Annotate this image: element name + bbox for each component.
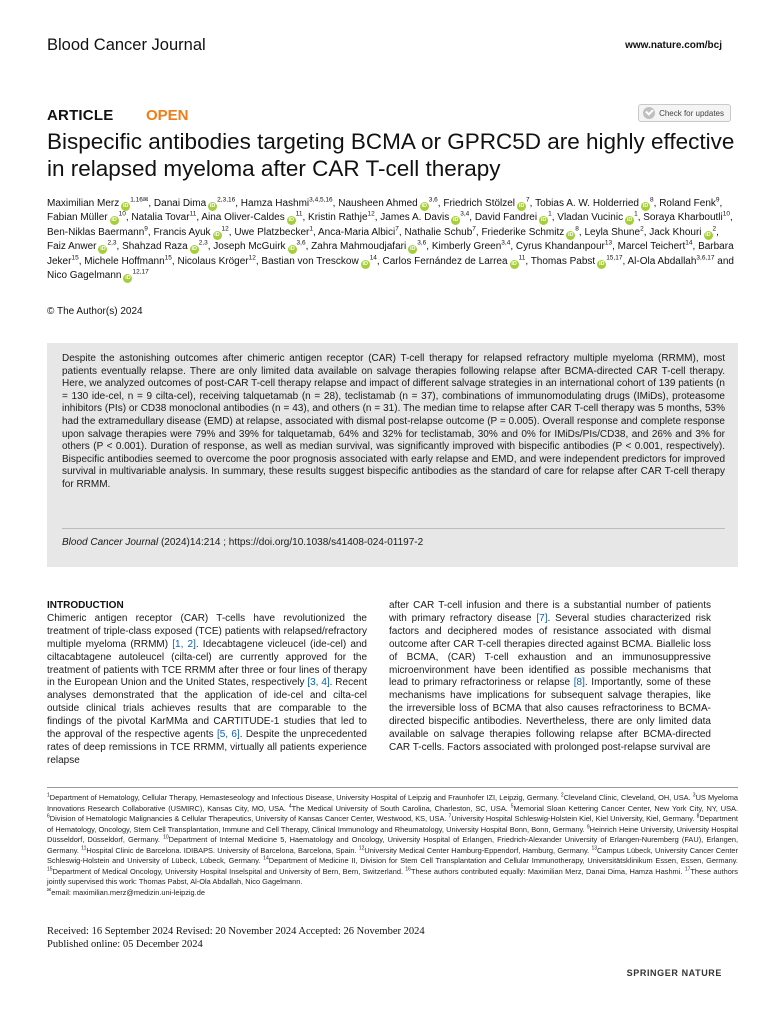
affiliation-number: 16 [405,866,411,873]
author-name[interactable]: Ben-Niklas Baermann [47,226,145,238]
author-affiliation-marker: 2,3 [198,240,208,248]
affiliation-text: These authors jointly supervised this work: Thomas Pabst, Al-Ola Abdallah, Nico Gagelmann. [47,866,738,886]
author-affiliation-marker: 11 [295,211,303,219]
abstract-box [47,343,738,567]
author-affiliation-marker: 3,6 [417,240,427,248]
published-online-date: Published online: 05 December 2024 [47,939,203,950]
affiliation-number: 2 [560,792,564,799]
corresponding-email[interactable]: email: maximilian.merz@medizin.uni-leipzig.de [51,887,205,897]
affiliation-text: Department of Hematology, Cellular Therapy, Hemasteseology and Infectious Disease, University Hospital of Leipzig and Fraunhofer IZI, Leipzig, Germany. [49,793,561,802]
author-name[interactable]: Anca-Maria Albici [317,226,396,238]
author-name[interactable]: Joseph McGuirk [213,241,286,253]
author-name[interactable]: Vladan Vucinic [557,212,624,224]
author-affiliation-marker: 9 [715,196,720,204]
author-affiliation-marker: 10 [722,211,730,219]
affiliation-number: 8 [696,813,700,820]
orcid-icon[interactable]: iD [191,246,197,253]
affiliation-text: Hospital Clinic de Barcelona. IDIBAPS. University of Barcelona, Barcelona, Spain. [86,845,359,855]
author-name[interactable]: Barbara Jeker [47,241,734,267]
author-name[interactable]: Uwe Platzbecker [234,226,310,238]
author-affiliation-marker: 12,17 [132,268,149,276]
body-text: . Importantly, some of these mechanisms have implications for subsequent salvage therapies, like the irreversible loss of BCMA that also causes refractoriness to BCMA-directed bispecific antibodies. Nevertheless, there are only limited data available on salvage therapies following relapse after BCMA-directed CAR T-cells. Factors associated with prolonged post-relapse survival are [389,677,711,753]
orcid-icon[interactable]: iD [540,217,547,224]
journal-url-link[interactable]: www.nature.com/bcj [625,40,722,51]
author-affiliation-marker: 1 [309,225,313,233]
affiliation-text: Department of Medical Oncology, University Hospital Inselspital and University of Bern, Bern, Switzerland. [52,866,406,876]
author-name[interactable]: Bastian von Tresckow [261,255,359,267]
open-access-label: OPEN [146,107,189,124]
affiliation-text: University Medical Center Hamburg-Eppendorf, Hamburg, Germany. [364,845,592,855]
author-name[interactable]: Al-Ola Abdallah [627,255,697,267]
author-affiliation-marker: 3,4,5,16 [309,196,333,204]
affiliation-text: Department of Hematology, Oncology, Stem Cell Transplantation, Immune and Cell Therapy, Clinical Immunology and Rheumatology, University Hospital Bonn, Bonn, Germany. [47,814,738,834]
orcid-icon[interactable]: iD [598,260,605,267]
orcid-icon[interactable]: iD [100,246,106,253]
affiliation-text: These authors contributed equally: Maximilian Merz, Danai Dima, Hamza Hashmi. [410,866,685,876]
author-affiliation-marker: 1 [548,211,552,219]
affiliation-text: Division of Hematologic Malignancies & Cellular Therapeutics, University of Kansas Cancer Center, Westwood, KS, USA. [49,814,449,823]
author-name[interactable]: Francis Ayuk [153,226,211,238]
author-affiliation-marker: 2,3 [107,240,117,248]
author-affiliation-marker: 14 [369,254,377,262]
orcid-icon[interactable]: iD [122,203,129,209]
affiliation-number: 7 [448,813,452,820]
author-name[interactable]: Natalia Tovar [131,212,190,224]
author-affiliation-marker: 15,17 [606,254,623,262]
affiliation-number: 14 [263,855,269,862]
author-name[interactable]: Friedrich Stölzel [443,198,516,209]
orcid-icon[interactable]: iD [125,275,131,282]
affiliation-number: 11 [81,845,87,852]
author-affiliation-marker: 2,3,16 [217,196,236,204]
affiliation-number: 5 [510,803,514,810]
affiliation-number: 1 [47,792,50,799]
abstract-divider [62,528,725,529]
author-affiliation-marker: 12 [367,211,375,219]
author-name[interactable]: Soraya Kharboutli [643,212,723,224]
author-affiliation-marker: 10 [118,211,126,219]
body-column-right [389,600,711,755]
check-for-updates-button[interactable] [638,104,731,122]
author-name[interactable]: Hamza Hashmi [240,198,310,209]
affiliation-number: ✉ [47,887,52,894]
abstract-text: Despite the astonishing outcomes after chimeric antigen receptor (CAR) T-cell therapy for relapsed refractory multiple myeloma (RRMM), most patients eventually relapse. There are only limited data available on salvage therapies following relapse after BCMA-directed CAR T-cell therapy. Here, we analyzed outcomes of post-CAR T-cell therapy relapse and impact of different salvage strategies in an international cohort of 139 patients (n = 130 ide-cel, n = 9 cilta-cel), receiving talquetamab (n = 28), teclistamab (n = 37), combinations of immunomodulating drugs (IMiDs), proteasome inhibitors (PIs) or CD38 monoclonal antibodies (n = 43), and others (n = 31). The median time to relapse after CAR T-cell therapy was 5 months, 53% had the extramedullary disease (EMD) at relapse, associated with dismal post-relapse outcome (P = 0.005). Overall response and complete response upon salvage therapies were 79% and 39% for talquetamab, 64% and 32% for teclistamab, 30% and 0% for IMiDs/PIs/CD38, and 26% and 3% for others (P < 0.001). Duration of response, as well as median survival, was significantly improved with bispecific antibodies (P < 0.001, respectively). Bispecific antibodies seemed to overcome the poor prognosis associated with early relapse and EMD, and were independent predictors for improved survival in multivariable analysis. In summary, these results suggest bispecific antibodies as the standard of care for relapse after CAR T-cell therapy for RRMM. [62,353,725,490]
author-affiliation-marker: 3,4 [460,211,470,219]
body-text: after CAR T-cell infusion and there is a substantial number of patients with primary refractory disease [389,600,711,624]
body-text: . Several studies characterized risk factors and deciphered modes of resistance associated with dismal outcome after CAR T-cell therapies directed against BCMA. Biallelic loss of BCMA, (CAR) T-cell exhaustion and an immunosuppressive microenvironment have been identified as possible mechanisms that lead to primary refractoriness or relapse [389,612,711,689]
author-affiliation-marker: 2 [712,225,717,233]
affiliation-number: 6 [47,813,50,820]
author-affiliation-marker: 11 [189,211,197,219]
affiliation-text: Cleveland Clinic, Cleveland, OH, USA. [563,793,693,802]
author-name[interactable]: Friederike Schmitz [481,226,565,238]
author-name[interactable]: Kimberly Green [431,241,502,253]
author-affiliation-marker: 1 [634,211,638,219]
orcid-icon[interactable]: iD [642,203,649,209]
orcid-icon[interactable]: iD [518,203,525,209]
orcid-icon[interactable]: iD [289,246,295,253]
author-name[interactable]: Tobias A. W. Holderried [535,198,639,209]
reference-link[interactable]: [3, 4] [307,677,330,689]
author-name[interactable]: Roland Fenk [659,198,716,209]
author-name[interactable]: Nicolaus Kröger [177,255,249,267]
author-affiliation-marker: 3,6 [296,240,306,248]
author-name[interactable]: Zahra Mahmoudjafari [311,241,407,253]
affiliation-number: 4 [288,803,292,810]
orcid-icon[interactable]: iD [362,260,368,267]
author-affiliation-marker: 11 [518,254,526,262]
author-affiliation-marker: 8 [575,225,579,233]
author-affiliation-marker: 14 [685,240,693,248]
author-name[interactable]: Leyla Shune [584,226,641,238]
author-name[interactable]: James A. Davis [380,212,450,224]
article-title: Bispecific antibodies targeting BCMA or GPRC5D are highly effective in relapsed myeloma after CAR T-cell therapy [47,129,735,181]
author-name[interactable]: Nico Gagelmann [47,270,122,282]
publisher-logo: SPRINGER NATURE [626,968,722,978]
orcid-icon[interactable]: iD [705,231,711,238]
affiliation-number: 17 [684,866,691,873]
body-text: Chimeric antigen receptor (CAR) T-cells have revolutionized the treatment of triple-class exposed (TCE) patients with relapsed/refractory multiple myeloma (RRMM) [47,612,367,650]
reference-link[interactable]: [7] [536,612,548,624]
affiliation-number: 12 [358,845,365,852]
author-name[interactable]: Aina Oliver-Caldes [201,212,285,224]
author-affiliation-marker: 3,6,17 [696,254,715,262]
author-affiliation-marker: 12 [248,254,256,262]
citation-line [62,537,423,548]
section-heading-introduction: INTRODUCTION [47,600,124,611]
affiliation-number: 10 [163,834,169,841]
footnote-divider [47,787,738,788]
orcid-icon[interactable]: iD [511,260,517,267]
orcid-icon[interactable]: iD [111,217,117,224]
author-affiliation-marker: 2 [640,225,644,233]
article-type-label: ARTICLE [47,107,114,124]
journal-name: Blood Cancer Journal [47,36,206,54]
affiliation-number: 9 [586,824,590,831]
reference-link[interactable]: [1, 2] [172,638,196,650]
reference-link[interactable]: [5, 6] [216,729,240,741]
author-list: Maximilian Merz $iD^{1,16✉}$, Danai Dima iD$^{2,3,16}$, Hamza Hashmi$^{3,4,5,16}$, Nausheen Ahmed iD$^{3,6}$, Friedrich Stölzel $iD^7$, Tobias A. W. Holderried $iD^8$, Roland Fenk$^9$, Fabian Müller $iD^{10}$, Natalia Tovar$^{11}$, Aina Oliver-Caldes $iD^{11}$, Kristin Rathje$^{12}$, James A. Davis iD$^{3,4}$, David Fandrei $iD^1$, Vladan Vucinic $iD^1$, Soraya Kharboutli$^{10}$, Ben-Niklas Baermann$^9$, Francis Ayuk $iD^{12}$, Uwe Platzbecker$^1$, Anca-Maria Albici$^7$, Nathalie Schub$^7$, Friederike Schmitz $iD^8$, Leyla Shune$^2$, Jack Khouri $iD^2$, Faiz Anwer iD$^{2,3}$, Shahzad Raza iD$^{2,3}$, Joseph McGuirk iD$^{3,6}$, Zahra Mahmoudjafari iD$^{3,6}$, Kimberly Green$^{3,4}$, Cyrus Khandanpour$^{13}$, Marcel Teichert$^{14}$, Barbara Jeker$^{15}$, Michele Hoffmann$^{15}$, Nicolaus Kröger$^{12}$, Bastian von Tresckow $iD^{14}$, Carlos Fernández de Larrea $iD^{11}$, Thomas Pabst iD$^{15,17}$, Al-Ola Abdallah$^{3,6,17}$ and Nico Gagelmann iD$^{12,17}$ [47,196,734,282]
author-name[interactable]: Cyrus Khandanpour [515,241,605,253]
author-name[interactable]: Danai Dima [153,198,207,209]
author-name[interactable]: Maximilian Merz [47,198,120,209]
author-name[interactable]: Nathalie Schub [404,226,473,238]
affiliation-number: 13 [591,845,598,852]
affiliation-text: The Medical University of South Carolina, Charleston, SC, USA. [291,803,511,813]
author-affiliation-marker: 3,4 [501,240,511,248]
author-affiliation-marker: 13 [604,240,613,248]
orcid-icon[interactable]: iD [209,203,216,209]
orcid-icon[interactable]: iD [409,246,416,253]
intro-paragraph-right [389,600,711,755]
citation-doi-link[interactable]: (2024)14:214 ; https://doi.org/10.1038/s41408-024-01197-2 [158,537,424,548]
orcid-icon[interactable]: iD [452,217,459,224]
author-affiliation-marker: 7 [395,225,399,233]
body-column-left [47,600,367,768]
affiliation-number: 15 [47,866,53,873]
citation-journal: Blood Cancer Journal [62,537,159,548]
body-text: . Idecabtagene vicleucel (ide-cel) and ciltacabtagene autoleucel (cilta-cel) are currently approved for the treatment of patients with TCE RRMM after three or four lines of therapy in the European Union and the United States, respectively [47,638,367,689]
check-updates-label: Check for updates [659,108,724,118]
affiliation-text: Heinrich Heine University, University Hospital Düsseldorf, Düsseldorf, Germany. [47,824,738,844]
received-revised-accepted-dates: Received: 16 September 2024 Revised: 20 November 2024 Accepted: 26 November 2024 [47,926,425,937]
author-name[interactable]: Faiz Anwer [47,241,97,253]
author-affiliation-marker: 7 [526,196,530,204]
author-name[interactable]: Marcel Teichert [617,241,686,253]
affiliation-text: Department of Internal Medicine 5, Haematology and Oncology, University Hospital of Erlangen, Friedrich-Alexander University of Erlangen-Nuremberg (FAU), Erlangen, Germany. [47,835,738,855]
orcid-icon[interactable]: iD [568,231,574,238]
author-name[interactable]: Fabian Müller [47,212,108,224]
affiliation-number: 3 [692,792,696,799]
author-name[interactable]: Jack Khouri [649,226,702,238]
author-name[interactable]: Shahzad Raza [122,241,188,253]
body-text: . Despite the unprecedented rates of deep remissions in TCE RRMM, virtually all patients experience relapse [47,729,367,766]
orcid-icon[interactable]: iD [288,217,294,224]
author-name[interactable]: Thomas Pabst [530,255,596,267]
author-name[interactable]: Carlos Fernández de Larrea [382,255,508,267]
author-affiliation-marker: 3,6 [428,196,438,204]
author-affiliation-marker: 15 [71,254,79,262]
author-affiliation-marker: 8 [650,196,654,204]
reference-link[interactable]: [8] [573,677,585,689]
article-type-row [47,107,737,125]
affiliation-text: Department of Medicine II, Division for Stem Cell Transplantation and Cellular Immunotherapy, Universitätsklinikum Essen, Essen, Germany. [268,856,738,865]
author-affiliation-marker: 12 [221,225,229,233]
intro-paragraph-left [47,613,367,768]
affiliation-text: University Hospital Schleswig-Holstein Kiel, Kiel University, Kiel, Germany. [451,814,697,823]
author-affiliation-marker: 7 [472,225,476,233]
author-name[interactable]: Kristin Rathje [308,212,368,224]
author-affiliation-marker: 15 [164,254,172,262]
body-text: . Recent analyses demonstrated that the application of ide-cel and cilta-cel outside clinical trials achieves results that are comparable to the findings of the pivotal KarMMa and CARTITUDE-1 studies that led to the approval of the respective agents [47,677,367,741]
copyright-notice: © The Author(s) 2024 [47,306,143,317]
check-updates-icon [643,107,655,119]
author-name[interactable]: Michele Hoffmann [84,255,165,267]
author-affiliation-marker: 9 [144,225,148,233]
author-name[interactable]: Nausheen Ahmed [338,198,418,209]
orcid-icon[interactable]: iD [214,231,220,238]
publication-dates [47,925,425,951]
orcid-icon[interactable]: iD [626,217,633,224]
affiliation-text: Campus Lübeck, University Cancer Center Schleswig-Holstein and University of Lübeck, Lübeck, Germany. [47,845,738,865]
orcid-icon[interactable]: iD [421,203,427,209]
author-name[interactable]: David Fandrei [474,212,538,224]
affiliation-text: Memorial Sloan Kettering Cancer Center, New York City, NY, USA. [513,803,738,813]
affiliations-footnote [47,793,738,898]
author-affiliation-marker: 1,16✉ [130,196,149,204]
affiliation-text: US Myeloma Innovations Research Collaborative (USMIRC), Kansas City, MO, USA. [47,793,738,813]
